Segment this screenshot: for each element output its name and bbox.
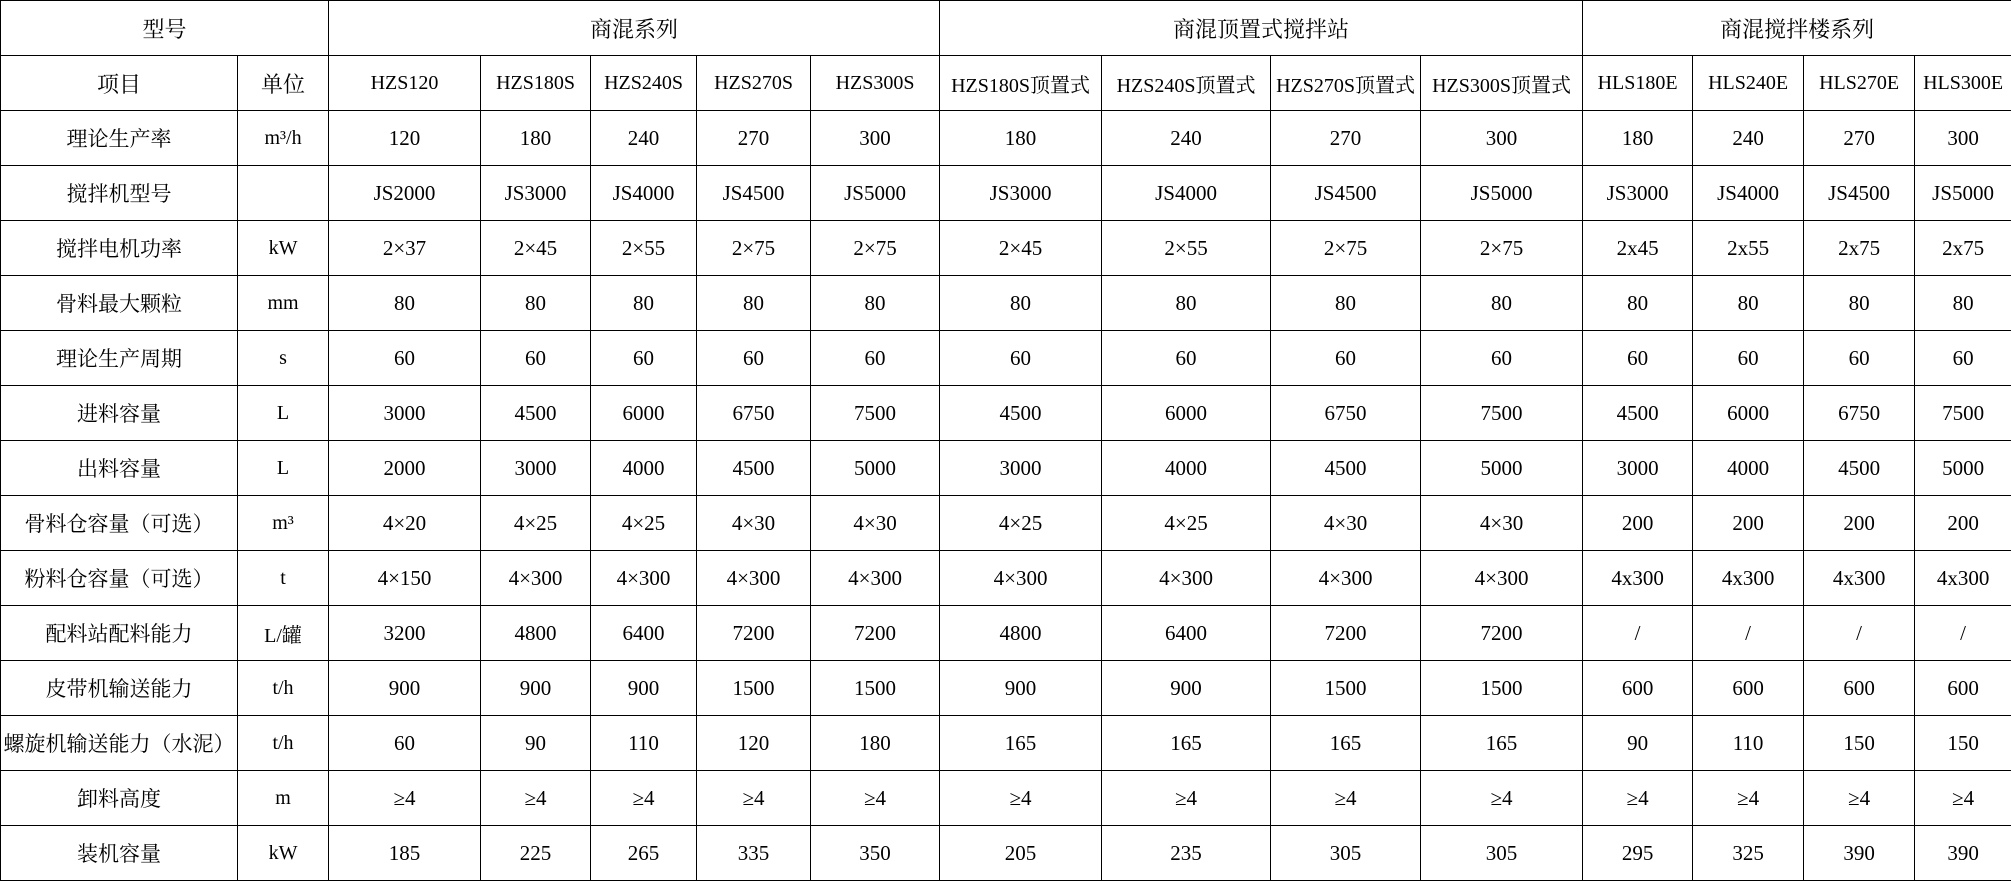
column-header-model: HLS240E bbox=[1693, 56, 1804, 111]
value-cell: 3200 bbox=[329, 606, 481, 661]
value-cell: 80 bbox=[697, 276, 811, 331]
value-cell: 390 bbox=[1804, 826, 1915, 881]
value-cell: 205 bbox=[940, 826, 1102, 881]
value-cell: JS3000 bbox=[481, 166, 591, 221]
value-cell: 165 bbox=[1421, 716, 1583, 771]
value-cell: 4×30 bbox=[697, 496, 811, 551]
value-cell: 180 bbox=[481, 111, 591, 166]
value-cell: 180 bbox=[811, 716, 940, 771]
value-cell: 180 bbox=[1583, 111, 1693, 166]
table-row bbox=[1, 276, 2011, 331]
value-cell: JS4500 bbox=[1804, 166, 1915, 221]
value-cell: 4×300 bbox=[481, 551, 591, 606]
row-label: 理论生产周期 bbox=[1, 331, 238, 386]
value-cell: ≥4 bbox=[1915, 771, 2011, 826]
value-cell: 900 bbox=[940, 661, 1102, 716]
table-row bbox=[1, 221, 2011, 276]
value-cell: 200 bbox=[1804, 496, 1915, 551]
table-row bbox=[1, 606, 2011, 661]
row-label: 骨料仓容量（可选） bbox=[1, 496, 238, 551]
table-row bbox=[1, 166, 2011, 221]
value-cell: 240 bbox=[591, 111, 697, 166]
value-cell: 6400 bbox=[1102, 606, 1271, 661]
value-cell: 1500 bbox=[811, 661, 940, 716]
value-cell: 265 bbox=[591, 826, 697, 881]
value-cell: 7200 bbox=[1421, 606, 1583, 661]
value-cell: 3000 bbox=[481, 441, 591, 496]
value-cell: 300 bbox=[1915, 111, 2011, 166]
value-cell: JS4000 bbox=[1102, 166, 1271, 221]
value-cell: / bbox=[1583, 606, 1693, 661]
value-cell: 600 bbox=[1583, 661, 1693, 716]
table-row bbox=[1, 661, 2011, 716]
value-cell: 225 bbox=[481, 826, 591, 881]
column-header-model: HLS180E bbox=[1583, 56, 1693, 111]
value-cell: JS3000 bbox=[940, 166, 1102, 221]
value-cell: 4×150 bbox=[329, 551, 481, 606]
table-row bbox=[1, 716, 2011, 771]
value-cell: 4×25 bbox=[1102, 496, 1271, 551]
value-cell: 2x75 bbox=[1915, 221, 2011, 276]
value-cell: 900 bbox=[481, 661, 591, 716]
value-cell: 150 bbox=[1915, 716, 2011, 771]
value-cell: ≥4 bbox=[1693, 771, 1804, 826]
value-cell: 80 bbox=[591, 276, 697, 331]
value-cell: 350 bbox=[811, 826, 940, 881]
value-cell: 80 bbox=[1693, 276, 1804, 331]
value-cell: 80 bbox=[811, 276, 940, 331]
value-cell: 80 bbox=[481, 276, 591, 331]
column-header-model: HLS270E bbox=[1804, 56, 1915, 111]
value-cell: JS5000 bbox=[1421, 166, 1583, 221]
unit-cell: m³ bbox=[238, 496, 329, 551]
value-cell: 80 bbox=[1804, 276, 1915, 331]
table-row bbox=[1, 331, 2011, 386]
value-cell: 200 bbox=[1583, 496, 1693, 551]
value-cell: 235 bbox=[1102, 826, 1271, 881]
value-cell: 7200 bbox=[1271, 606, 1421, 661]
value-cell: 5000 bbox=[1915, 441, 2011, 496]
column-header-model: HZS270S bbox=[697, 56, 811, 111]
value-cell: 7500 bbox=[811, 386, 940, 441]
row-label: 骨料最大颗粒 bbox=[1, 276, 238, 331]
value-cell: ≥4 bbox=[329, 771, 481, 826]
value-cell: 900 bbox=[1102, 661, 1271, 716]
value-cell: 4000 bbox=[1693, 441, 1804, 496]
unit-cell: s bbox=[238, 331, 329, 386]
value-cell: 3000 bbox=[329, 386, 481, 441]
value-cell: JS4500 bbox=[697, 166, 811, 221]
value-cell: 60 bbox=[811, 331, 940, 386]
value-cell: 2x75 bbox=[1804, 221, 1915, 276]
value-cell: 900 bbox=[591, 661, 697, 716]
unit-cell bbox=[238, 166, 329, 221]
value-cell: 120 bbox=[329, 111, 481, 166]
value-cell: 110 bbox=[1693, 716, 1804, 771]
value-cell: 150 bbox=[1804, 716, 1915, 771]
value-cell: 80 bbox=[329, 276, 481, 331]
value-cell: 600 bbox=[1915, 661, 2011, 716]
value-cell: 120 bbox=[697, 716, 811, 771]
value-cell: 3000 bbox=[940, 441, 1102, 496]
row-label: 理论生产率 bbox=[1, 111, 238, 166]
value-cell: 2×45 bbox=[481, 221, 591, 276]
group-header-row bbox=[1, 1, 2011, 56]
value-cell: 300 bbox=[1421, 111, 1583, 166]
column-header-model: HLS300E bbox=[1915, 56, 2011, 111]
value-cell: 6000 bbox=[1102, 386, 1271, 441]
value-cell: 7500 bbox=[1915, 386, 2011, 441]
value-cell: 7200 bbox=[697, 606, 811, 661]
value-cell: / bbox=[1915, 606, 2011, 661]
value-cell: 305 bbox=[1271, 826, 1421, 881]
row-label: 出料容量 bbox=[1, 441, 238, 496]
value-cell: ≥4 bbox=[1583, 771, 1693, 826]
value-cell: 60 bbox=[1271, 331, 1421, 386]
row-label: 搅拌机型号 bbox=[1, 166, 238, 221]
row-label: 卸料高度 bbox=[1, 771, 238, 826]
value-cell: 6750 bbox=[1271, 386, 1421, 441]
value-cell: 60 bbox=[1583, 331, 1693, 386]
value-cell: 6000 bbox=[1693, 386, 1804, 441]
value-cell: 6000 bbox=[591, 386, 697, 441]
value-cell: 4×300 bbox=[940, 551, 1102, 606]
value-cell: 325 bbox=[1693, 826, 1804, 881]
value-cell: 4x300 bbox=[1804, 551, 1915, 606]
value-cell: 200 bbox=[1915, 496, 2011, 551]
value-cell: 110 bbox=[591, 716, 697, 771]
row-label: 搅拌电机功率 bbox=[1, 221, 238, 276]
unit-cell: L bbox=[238, 441, 329, 496]
value-cell: 4×25 bbox=[591, 496, 697, 551]
value-cell: 900 bbox=[329, 661, 481, 716]
value-cell: 4x300 bbox=[1583, 551, 1693, 606]
value-cell: JS5000 bbox=[811, 166, 940, 221]
value-cell: 6750 bbox=[697, 386, 811, 441]
value-cell: 60 bbox=[1915, 331, 2011, 386]
table-row bbox=[1, 826, 2011, 881]
value-cell: 80 bbox=[1102, 276, 1271, 331]
value-cell: 60 bbox=[1102, 331, 1271, 386]
value-cell: 305 bbox=[1421, 826, 1583, 881]
table-row bbox=[1, 386, 2011, 441]
value-cell: 4×300 bbox=[1102, 551, 1271, 606]
value-cell: 4×300 bbox=[1421, 551, 1583, 606]
value-cell: ≥4 bbox=[697, 771, 811, 826]
value-cell: 2×55 bbox=[1102, 221, 1271, 276]
value-cell: 4×300 bbox=[811, 551, 940, 606]
value-cell: 80 bbox=[1271, 276, 1421, 331]
value-cell: 1500 bbox=[697, 661, 811, 716]
spec-table-body bbox=[1, 111, 2011, 881]
value-cell: 90 bbox=[1583, 716, 1693, 771]
value-cell: 6400 bbox=[591, 606, 697, 661]
value-cell: JS4000 bbox=[1693, 166, 1804, 221]
unit-cell: L/罐 bbox=[238, 606, 329, 661]
row-label: 配料站配料能力 bbox=[1, 606, 238, 661]
unit-cell: mm bbox=[238, 276, 329, 331]
row-label: 螺旋机输送能力（水泥） bbox=[1, 716, 238, 771]
value-cell: JS3000 bbox=[1583, 166, 1693, 221]
value-cell: 4500 bbox=[1583, 386, 1693, 441]
value-cell: ≥4 bbox=[481, 771, 591, 826]
value-cell: 600 bbox=[1804, 661, 1915, 716]
value-cell: 2×75 bbox=[1271, 221, 1421, 276]
column-header-model: HZS240S顶置式 bbox=[1102, 56, 1271, 111]
value-cell: 2×55 bbox=[591, 221, 697, 276]
unit-column-header: 单位 bbox=[238, 56, 329, 111]
row-label: 皮带机输送能力 bbox=[1, 661, 238, 716]
value-cell: 60 bbox=[329, 331, 481, 386]
unit-cell: t/h bbox=[238, 661, 329, 716]
value-cell: 4800 bbox=[481, 606, 591, 661]
value-cell: 4500 bbox=[697, 441, 811, 496]
value-cell: 2×37 bbox=[329, 221, 481, 276]
value-cell: 7500 bbox=[1421, 386, 1583, 441]
value-cell: JS4000 bbox=[591, 166, 697, 221]
group-header-commercial-series: 商混系列 bbox=[329, 1, 940, 56]
value-cell: 4×20 bbox=[329, 496, 481, 551]
value-cell: ≥4 bbox=[1421, 771, 1583, 826]
value-cell: 4500 bbox=[940, 386, 1102, 441]
table-row bbox=[1, 496, 2011, 551]
value-cell: 80 bbox=[1915, 276, 2011, 331]
value-cell: 2×75 bbox=[697, 221, 811, 276]
value-cell: 5000 bbox=[811, 441, 940, 496]
model-header-row bbox=[1, 56, 2011, 111]
group-header-mixing-tower-series: 商混搅拌楼系列 bbox=[1583, 1, 2011, 56]
value-cell: 240 bbox=[1102, 111, 1271, 166]
value-cell: 4500 bbox=[1271, 441, 1421, 496]
value-cell: 5000 bbox=[1421, 441, 1583, 496]
value-cell: 300 bbox=[811, 111, 940, 166]
value-cell: 2000 bbox=[329, 441, 481, 496]
value-cell: 4800 bbox=[940, 606, 1102, 661]
table-row bbox=[1, 441, 2011, 496]
value-cell: 60 bbox=[591, 331, 697, 386]
value-cell: 60 bbox=[940, 331, 1102, 386]
value-cell: 60 bbox=[697, 331, 811, 386]
value-cell: JS2000 bbox=[329, 166, 481, 221]
value-cell: ≥4 bbox=[1804, 771, 1915, 826]
value-cell: JS4500 bbox=[1271, 166, 1421, 221]
unit-cell: t bbox=[238, 551, 329, 606]
value-cell: ≥4 bbox=[1271, 771, 1421, 826]
value-cell: 4×300 bbox=[591, 551, 697, 606]
column-header-model: HZS180S顶置式 bbox=[940, 56, 1102, 111]
value-cell: JS5000 bbox=[1915, 166, 2011, 221]
value-cell: 4x300 bbox=[1693, 551, 1804, 606]
value-cell: 4×25 bbox=[940, 496, 1102, 551]
value-cell: 4×30 bbox=[1271, 496, 1421, 551]
value-cell: 60 bbox=[481, 331, 591, 386]
table-row bbox=[1, 551, 2011, 606]
value-cell: 390 bbox=[1915, 826, 2011, 881]
value-cell: / bbox=[1693, 606, 1804, 661]
value-cell: 60 bbox=[1693, 331, 1804, 386]
column-header-model: HZS240S bbox=[591, 56, 697, 111]
value-cell: ≥4 bbox=[940, 771, 1102, 826]
value-cell: 185 bbox=[329, 826, 481, 881]
column-header-model: HZS300S bbox=[811, 56, 940, 111]
value-cell: 295 bbox=[1583, 826, 1693, 881]
value-cell: 4×25 bbox=[481, 496, 591, 551]
value-cell: 165 bbox=[1102, 716, 1271, 771]
model-corner-header: 型号 bbox=[1, 1, 329, 56]
value-cell: 270 bbox=[697, 111, 811, 166]
value-cell: 180 bbox=[940, 111, 1102, 166]
column-header-model: HZS180S bbox=[481, 56, 591, 111]
value-cell: 270 bbox=[1271, 111, 1421, 166]
unit-cell: kW bbox=[238, 221, 329, 276]
row-label: 进料容量 bbox=[1, 386, 238, 441]
row-label: 装机容量 bbox=[1, 826, 238, 881]
value-cell: 60 bbox=[329, 716, 481, 771]
value-cell: ≥4 bbox=[811, 771, 940, 826]
value-cell: ≥4 bbox=[591, 771, 697, 826]
value-cell: 7200 bbox=[811, 606, 940, 661]
table-row bbox=[1, 111, 2011, 166]
row-label: 粉料仓容量（可选） bbox=[1, 551, 238, 606]
value-cell: 4500 bbox=[1804, 441, 1915, 496]
column-header-model: HZS300S顶置式 bbox=[1421, 56, 1583, 111]
value-cell: 165 bbox=[1271, 716, 1421, 771]
value-cell: 2x55 bbox=[1693, 221, 1804, 276]
value-cell: 90 bbox=[481, 716, 591, 771]
column-header-model: HZS270S顶置式 bbox=[1271, 56, 1421, 111]
value-cell: 4×300 bbox=[697, 551, 811, 606]
value-cell: 4×30 bbox=[1421, 496, 1583, 551]
value-cell: 2×45 bbox=[940, 221, 1102, 276]
value-cell: 3000 bbox=[1583, 441, 1693, 496]
value-cell: 1500 bbox=[1421, 661, 1583, 716]
group-header-top-mounted-station: 商混顶置式搅拌站 bbox=[940, 1, 1583, 56]
value-cell: 4000 bbox=[1102, 441, 1271, 496]
value-cell: 4000 bbox=[591, 441, 697, 496]
column-header-model: HZS120 bbox=[329, 56, 481, 111]
unit-cell: m³/h bbox=[238, 111, 329, 166]
value-cell: 2×75 bbox=[1421, 221, 1583, 276]
value-cell: 6750 bbox=[1804, 386, 1915, 441]
value-cell: 80 bbox=[940, 276, 1102, 331]
value-cell: 200 bbox=[1693, 496, 1804, 551]
value-cell: 4500 bbox=[481, 386, 591, 441]
value-cell: 165 bbox=[940, 716, 1102, 771]
value-cell: / bbox=[1804, 606, 1915, 661]
value-cell: 2×75 bbox=[811, 221, 940, 276]
value-cell: 270 bbox=[1804, 111, 1915, 166]
value-cell: 335 bbox=[697, 826, 811, 881]
value-cell: 600 bbox=[1693, 661, 1804, 716]
unit-cell: t/h bbox=[238, 716, 329, 771]
value-cell: 2x45 bbox=[1583, 221, 1693, 276]
value-cell: 60 bbox=[1421, 331, 1583, 386]
unit-cell: m bbox=[238, 771, 329, 826]
value-cell: 1500 bbox=[1271, 661, 1421, 716]
value-cell: 80 bbox=[1583, 276, 1693, 331]
value-cell: 60 bbox=[1804, 331, 1915, 386]
value-cell: 4×30 bbox=[811, 496, 940, 551]
unit-cell: kW bbox=[238, 826, 329, 881]
value-cell: 4x300 bbox=[1915, 551, 2011, 606]
value-cell: 4×300 bbox=[1271, 551, 1421, 606]
value-cell: 240 bbox=[1693, 111, 1804, 166]
item-column-header: 项目 bbox=[1, 56, 238, 111]
table-row bbox=[1, 771, 2011, 826]
unit-cell: L bbox=[238, 386, 329, 441]
value-cell: ≥4 bbox=[1102, 771, 1271, 826]
value-cell: 80 bbox=[1421, 276, 1583, 331]
